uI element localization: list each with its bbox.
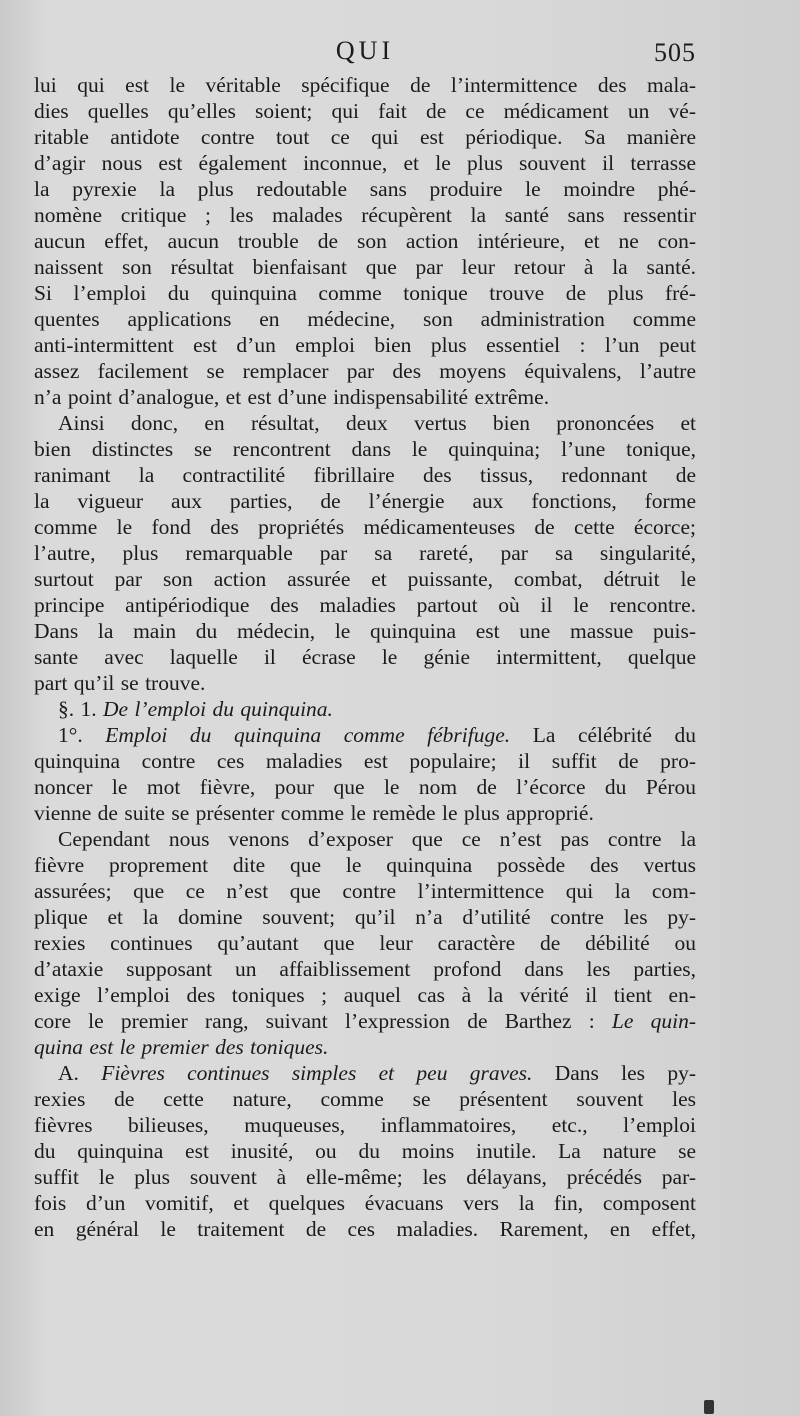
text-line: ritable antidote contre tout ce qui est périodique. Sa manière	[34, 125, 696, 149]
text-fragment: La célébrité du	[532, 723, 696, 747]
body-text	[34, 72, 696, 1242]
subsection-heading-line	[34, 722, 696, 748]
text-line: dies quelles qu’elles soient; qui fait de ce médicament un vé-	[34, 99, 696, 123]
text-line: quinquina contre ces maladies est populaire; il suffit de pro-	[34, 749, 696, 773]
text-line: Si l’emploi du quinquina comme tonique trouve de plus fré-	[34, 281, 696, 305]
subsection-title: Fièvres continues simples et peu graves.	[101, 1061, 533, 1085]
subsection-letter: A.	[58, 1061, 79, 1085]
text-line: nomène critique ; les malades récupèrent la santé sans ressentir	[34, 203, 696, 227]
text-line: plique et la domine souvent; qu’il n’a d’utilité contre les py-	[34, 905, 696, 929]
text-line: fièvre proprement dite que le quinquina possède des vertus	[34, 853, 696, 877]
text-line: Dans la main du médecin, le quinquina est une massue puis-	[34, 619, 696, 643]
text-line: quentes applications en médecine, son administration comme	[34, 307, 696, 331]
text-line: exige l’emploi des toniques ; auquel cas à la vérité il tient en-	[34, 983, 696, 1007]
text-fragment: core le premier rang, suivant l’expression de Barthez :	[34, 1009, 595, 1033]
text-line: d’ataxie supposant un affaiblissement profond dans les parties,	[34, 957, 696, 981]
text-line: bien distinctes se rencontrent dans le quinquina; l’une tonique,	[34, 437, 696, 461]
text-line: en général le traitement de ces maladies. Rarement, en effet,	[34, 1217, 696, 1241]
text-line: la vigueur aux parties, de l’énergie aux fonctions, forme	[34, 489, 696, 513]
text-line: anti-intermittent est d’un emploi bien plus essentiel : l’un peut	[34, 333, 696, 357]
text-line	[34, 1008, 696, 1034]
text-line: assez facilement se remplacer par des moyens équivalens, l’autre	[34, 359, 696, 383]
text-line: aucun effet, aucun trouble de son action intérieure, et ne con-	[34, 229, 696, 253]
text-line: la pyrexie la plus redoutable sans produire le moindre phé-	[34, 177, 696, 201]
text-line: Cependant nous venons d’exposer que ce n’est pas contre la	[58, 827, 696, 851]
ink-blot-mark	[704, 1400, 714, 1414]
text-line: vienne de suite se présenter comme le remède le plus approprié.	[34, 801, 594, 825]
text-line	[34, 1034, 696, 1060]
text-line: lui qui est le véritable spécifique de l’intermittence des mala-	[34, 73, 696, 97]
text-line: fièvres bilieuses, muqueuses, inflammatoires, etc., l’emploi	[34, 1113, 696, 1137]
text-line: rexies de cette nature, comme se présentent souvent les	[34, 1087, 696, 1111]
page-number: 505	[654, 38, 696, 67]
text-line: fois d’un vomitif, et quelques évacuans vers la fin, composent	[34, 1191, 696, 1215]
subsection-title: Emploi du quinquina comme fébrifuge.	[105, 723, 511, 747]
text-line: principe antipériodique des maladies partout où il le rencontre.	[34, 593, 696, 617]
subsection-number: 1°.	[58, 723, 83, 747]
text-line: l’autre, plus remarquable par sa rareté, par sa singularité,	[34, 541, 696, 565]
running-head: QUI	[335, 36, 395, 65]
text-line: sante avec laquelle il écrase le génie intermittent, quelque	[34, 645, 696, 669]
page-header	[34, 36, 696, 76]
text-line: n’a point d’analogue, et est d’une indispensabilité extrême.	[34, 385, 550, 409]
subsection-heading-line	[34, 1060, 696, 1086]
text-line: part qu’il se trouve.	[34, 671, 206, 695]
text-line: ranimant la contractilité fibrillaire des tissus, redonnant de	[34, 463, 696, 487]
text-line: surtout par son action assurée et puissante, combat, détruit le	[34, 567, 696, 591]
text-line: naissent son résultat bienfaisant que par leur retour à la santé.	[34, 255, 696, 279]
text-line: noncer le mot fièvre, pour que le nom de l’écorce du Pérou	[34, 775, 696, 799]
section-title: De l’emploi du quinquina.	[103, 697, 333, 721]
text-line: assurées; que ce n’est que contre l’intermittence qui la com-	[34, 879, 696, 903]
section-heading	[34, 696, 696, 722]
text-line: comme le fond des propriétés médicamenteuses de cette écorce;	[34, 515, 696, 539]
text-line: d’agir nous est également inconnue, et le plus souvent il terrasse	[34, 151, 696, 175]
text-line: du quinquina est inusité, ou du moins inutile. La nature se	[34, 1139, 696, 1163]
quotation: quina est le premier des toniques.	[34, 1035, 329, 1059]
text-fragment: Dans les py-	[554, 1061, 696, 1085]
section-number: §. 1.	[58, 697, 97, 721]
quotation: Le quin-	[611, 1009, 696, 1033]
text-line: suffit le plus souvent à elle-même; les délayans, précédés par-	[34, 1165, 696, 1189]
text-line: Ainsi donc, en résultat, deux vertus bien prononcées et	[58, 411, 696, 435]
text-line: rexies continues qu’autant que leur caractère de débilité ou	[34, 931, 696, 955]
